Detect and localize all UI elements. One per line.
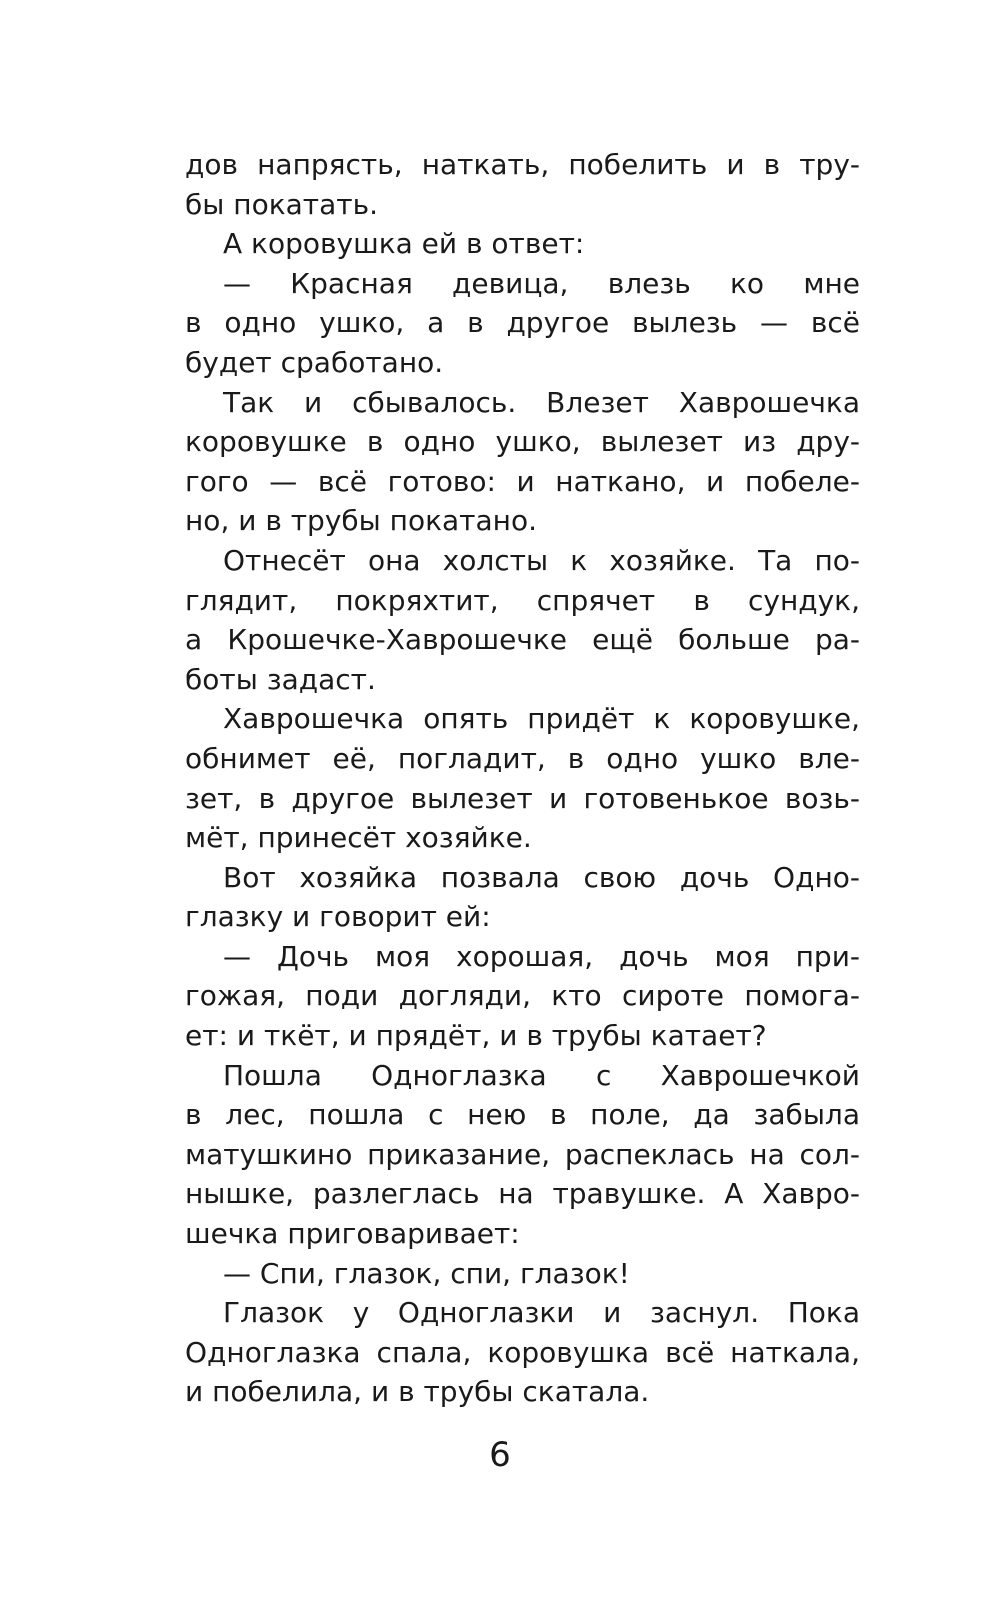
text-line: мёт, принесёт хозяйке.	[185, 821, 532, 855]
text-line: а Крошечке-Хаврошечке ещё больше ра-	[185, 623, 860, 657]
text-line: глазку и говорит ей:	[185, 900, 491, 934]
text-line: — Спи, глазок, спи, глазок!	[223, 1256, 630, 1290]
text-line: гожая, поди догляди, кто сироте помога-	[185, 979, 860, 1013]
text-line: Отнесёт она холсты к хозяйке. Та по-	[223, 543, 860, 577]
text-line: бы покатать.	[185, 187, 378, 221]
text-line: — Дочь моя хорошая, дочь моя при-	[223, 939, 860, 973]
text-line: нышке, разлеглась на травушке. А Хавро-	[185, 1177, 860, 1211]
text-line: дов напрясть, наткать, побелить и в тру-	[185, 148, 860, 181]
text-line: Так и сбывалось. Влезет Хаврошечка	[223, 385, 860, 419]
text-line: в одно ушко, а в другое вылезь — всё	[185, 306, 860, 340]
text-line: А коровушка ей в ответ:	[223, 227, 585, 261]
text-line: но, и в трубы покатано.	[185, 504, 537, 538]
text-line: ет: и ткёт, и прядёт, и в трубы катает?	[185, 1019, 767, 1053]
text-line: в лес, пошла с нею в поле, да забыла	[185, 1098, 860, 1132]
text-line: — Красная девица, влезь ко мне	[223, 266, 860, 300]
text-line: Хаврошечка опять придёт к коровушке,	[223, 702, 860, 736]
text-line: шечка приговаривает:	[185, 1217, 520, 1251]
text-line: Одноглазка спала, коровушка всё наткала,	[185, 1335, 860, 1369]
text-line: будет сработано.	[185, 345, 444, 379]
story-text	[185, 145, 860, 1412]
text-line: матушкино приказание, распеклась на сол-	[185, 1137, 860, 1171]
page-number: 6	[489, 1435, 511, 1475]
text-line: обнимет её, погладит, в одно ушко вле-	[185, 741, 860, 775]
text-line: Вот хозяйка позвала свою дочь Одно-	[223, 860, 860, 894]
text-line: боты задаст.	[185, 662, 376, 696]
text-line: и побелила, и в трубы скатала.	[185, 1375, 650, 1409]
text-line: зет, в другое вылезет и готовенькое возь-	[185, 781, 860, 815]
text-line: Глазок у Одноглазки и заснул. Пока	[223, 1296, 860, 1330]
text-line: Пошла Одноглазка с Хаврошечкой	[223, 1058, 860, 1092]
text-line: гого — всё готово: и наткано, и побеле-	[185, 464, 860, 498]
text-line: глядит, покряхтит, спрячет в сундук,	[185, 583, 860, 617]
text-line: коровушке в одно ушко, вылезет из дру-	[185, 425, 860, 459]
